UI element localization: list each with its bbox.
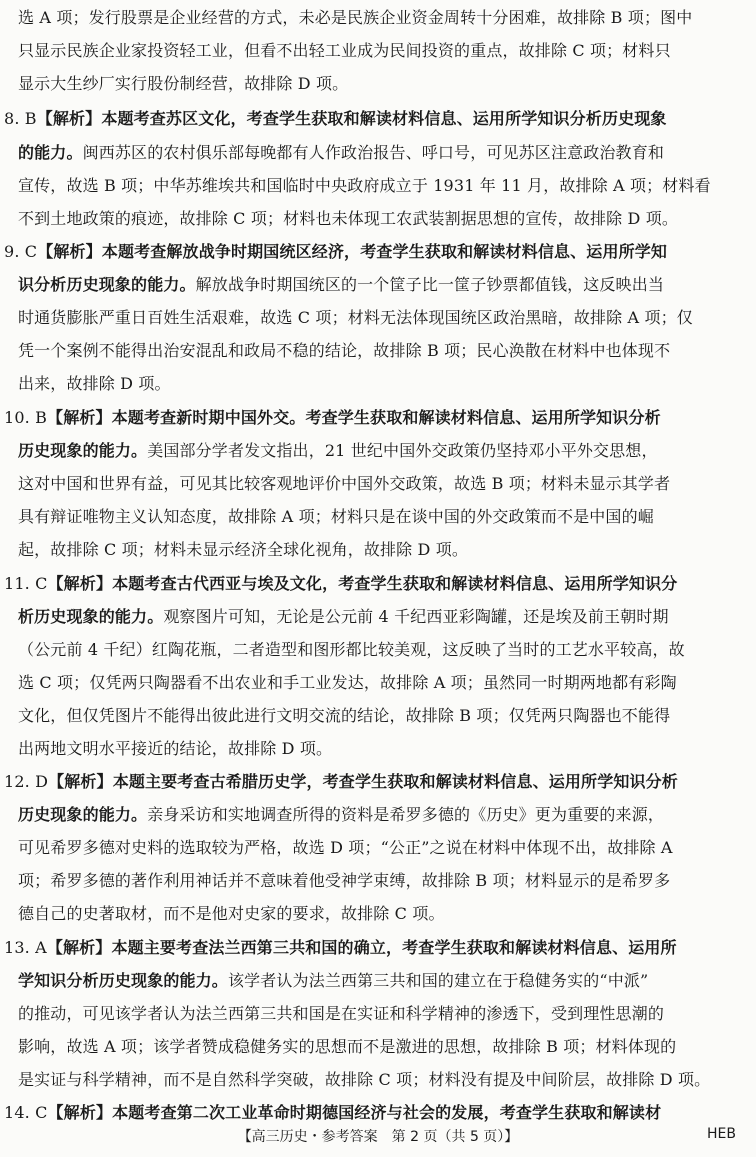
- text-line: [4, 766, 678, 798]
- analysis-heading: 【解析】本题考查苏区文化，考查学生获取和解读材料信息、运用所学知识分析历史现象: [36, 109, 667, 128]
- text-line: [18, 1031, 676, 1063]
- body-text: 凭一个案例不能得出治安混乱和政局不稳的结论，故排除 B 项；民心涣散在材料中也体现不: [18, 341, 671, 360]
- analysis-heading: 识分析历史现象的能力。: [18, 275, 196, 294]
- text-line: [18, 700, 670, 732]
- text-line: [18, 733, 332, 765]
- body-text: 影响，故选 A 项；该学者赞成稳健务实的思想而不是激进的思想，故排除 B 项；材料体现的: [18, 1037, 677, 1056]
- body-text: 观察图片可知，无论是公元前 4 千纪西亚彩陶罐，还是埃及前王朝时期: [163, 607, 669, 626]
- body-text: 宣传，故选 B 项；中华苏维埃共和国临时中央政府成立于 1931 年 11 月，故排除 A 项；材料看: [18, 176, 711, 195]
- body-text: 起，故排除 C 项；材料未显示经济全球化视角，故排除 D 项。: [18, 540, 469, 559]
- analysis-heading: 历史现象的能力。: [18, 441, 148, 460]
- footer-code: HEB: [707, 1126, 736, 1142]
- question-number: 11. C: [4, 574, 48, 593]
- text-line: [4, 103, 667, 135]
- text-line: [18, 368, 171, 400]
- analysis-heading: 【解析】本题考查新时期中国外交。考查学生获取和解读材料信息、运用所学知识分析: [47, 408, 661, 427]
- text-line: [18, 501, 654, 533]
- body-text: 项；希罗多德的著作利用神话并不意味着他受神学束缚，故排除 B 项；材料显示的是希罗多: [18, 871, 671, 890]
- text-line: [4, 236, 667, 268]
- text-line: [18, 137, 664, 169]
- text-line: [18, 634, 685, 666]
- text-line: [18, 35, 671, 67]
- body-text: 的推动，可见该学者认为法兰西第三共和国是在实证和科学精神的渗透下，受到理性思潮的: [18, 1004, 665, 1023]
- question-number: 13. A: [4, 938, 47, 957]
- body-text: 可见希罗多德对史料的选取较为严格，故选 D 项；“公正”之说在材料中体现不出，故排除 A: [18, 838, 673, 857]
- text-line: [18, 601, 669, 633]
- body-text: 只显示民族企业家投资轻工业，但看不出轻工业成为民间投资的重点，故排除 C 项；材料只: [18, 41, 671, 60]
- analysis-heading: 【解析】本题考查解放战争时期国统区经济，考查学生获取和解读材料信息、运用所学知: [37, 242, 668, 261]
- body-text: 是实证与科学精神，而不是自然科学突破，故排除 C 项；材料没有提及中间阶层，故排除 D 项。: [18, 1070, 711, 1089]
- text-line: [18, 965, 648, 997]
- text-line: [18, 998, 664, 1030]
- body-text: 选 C 项；仅凭两只陶器看不出农业和手工业发达，故排除 A 项；虽然同一时期两地都有彩陶: [18, 673, 677, 692]
- body-text: 时通货膨胀严重日百姓生活艰难，故选 C 项；材料无法体现国统区政治黑暗，故排除 A 项；仅: [18, 308, 693, 327]
- body-text: 闽西苏区的农村俱乐部每晚都有人作政治报告、呼口号，可见苏区注意政治教育和: [82, 143, 665, 162]
- text-line: [18, 865, 670, 897]
- body-text: 具有辩证唯物主义认知态度，故排除 A 项；材料只是在谈中国的外交政策而不是中国的崛: [18, 507, 654, 526]
- text-line: [18, 203, 678, 235]
- analysis-heading: 历史现象的能力。: [18, 805, 148, 824]
- body-text: 显示大生纱厂实行股份制经营，故排除 D 项。: [18, 74, 349, 93]
- text-line: [4, 568, 677, 600]
- question-number: 12. D: [4, 772, 49, 791]
- text-line: [18, 1064, 710, 1096]
- text-line: [4, 1097, 661, 1129]
- analysis-heading: 析历史现象的能力。: [18, 607, 164, 626]
- page-footer: 【高三历史・参考答案 第 2 页（共 5 页）】: [237, 1129, 519, 1145]
- body-text: 解放战争时期国统区的一个筐子比一筐子钞票都值钱，这反映出当: [195, 275, 665, 294]
- text-line: [18, 832, 673, 864]
- body-text: 选 A 项；发行股票是企业经营的方式，未必是民族企业资金周转十分困难，故排除 B 项；图中: [18, 8, 693, 27]
- text-line: [18, 799, 664, 831]
- text-line: [18, 468, 670, 500]
- body-text: （公元前 4 千纪）红陶花瓶，二者造型和图形都比较美观，这反映了当时的工艺水平较高，故: [18, 640, 685, 659]
- analysis-heading: 【解析】本题主要考查古希腊历史学，考查学生获取和解读材料信息、运用所学知识分析: [48, 772, 678, 791]
- body-text: 文化，但仅凭图片不能得出彼此进行文明交流的结论，故排除 B 项；仅凭两只陶器也不能得: [18, 706, 671, 725]
- body-text: 出来，故排除 D 项。: [18, 374, 171, 393]
- analysis-heading: 【解析】本题考查古代西亚与埃及文化，考查学生获取和解读材料信息、运用所学知识分: [47, 574, 678, 593]
- body-text: 德自己的史著取材，而不是他对史家的要求，故排除 C 项。: [18, 904, 445, 923]
- text-line: [18, 269, 664, 301]
- text-line: [18, 68, 348, 100]
- question-number: 8. B: [4, 109, 37, 128]
- analysis-heading: 学知识分析历史现象的能力。: [18, 971, 228, 990]
- text-line: [18, 534, 468, 566]
- text-line: [18, 667, 677, 699]
- text-line: [18, 302, 693, 334]
- body-text: 美国部分学者发文指出，21 世纪中国外交政策仍坚持邓小平外交思想，: [147, 441, 658, 460]
- analysis-heading: 的能力。: [18, 143, 83, 162]
- text-line: [18, 2, 692, 34]
- text-line: [4, 932, 677, 964]
- text-line: [4, 402, 661, 434]
- question-number: 10. B: [4, 408, 48, 427]
- text-line: [18, 170, 711, 202]
- analysis-heading: 【解析】本题主要考查法兰西第三共和国的确立，考查学生获取和解读材料信息、运用所: [46, 938, 677, 957]
- body-text: 不到土地政策的痕迹，故排除 C 项；材料也未体现工农武装割据思想的宣传，故排除 D 项。: [18, 209, 679, 228]
- body-text: 这对中国和世界有益，可见其比较客观地评价中国外交政策，故选 B 项；材料未显示其学者: [18, 474, 671, 493]
- body-text: 出两地文明水平接近的结论，故排除 D 项。: [18, 739, 333, 758]
- text-line: [18, 335, 670, 367]
- text-line: [18, 435, 658, 467]
- question-number: 14. C: [4, 1103, 48, 1122]
- body-text: 该学者认为法兰西第三共和国的建立在于稳健务实的“中派”: [227, 971, 649, 990]
- body-text: 亲身采访和实地调查所得的资料是希罗多德的《历史》更为重要的来源，: [147, 805, 665, 824]
- text-line: [18, 898, 445, 930]
- question-number: 9. C: [4, 242, 38, 261]
- analysis-heading: 【解析】本题考查第二次工业革命时期德国经济与社会的发展，考查学生获取和解读材: [47, 1103, 662, 1122]
